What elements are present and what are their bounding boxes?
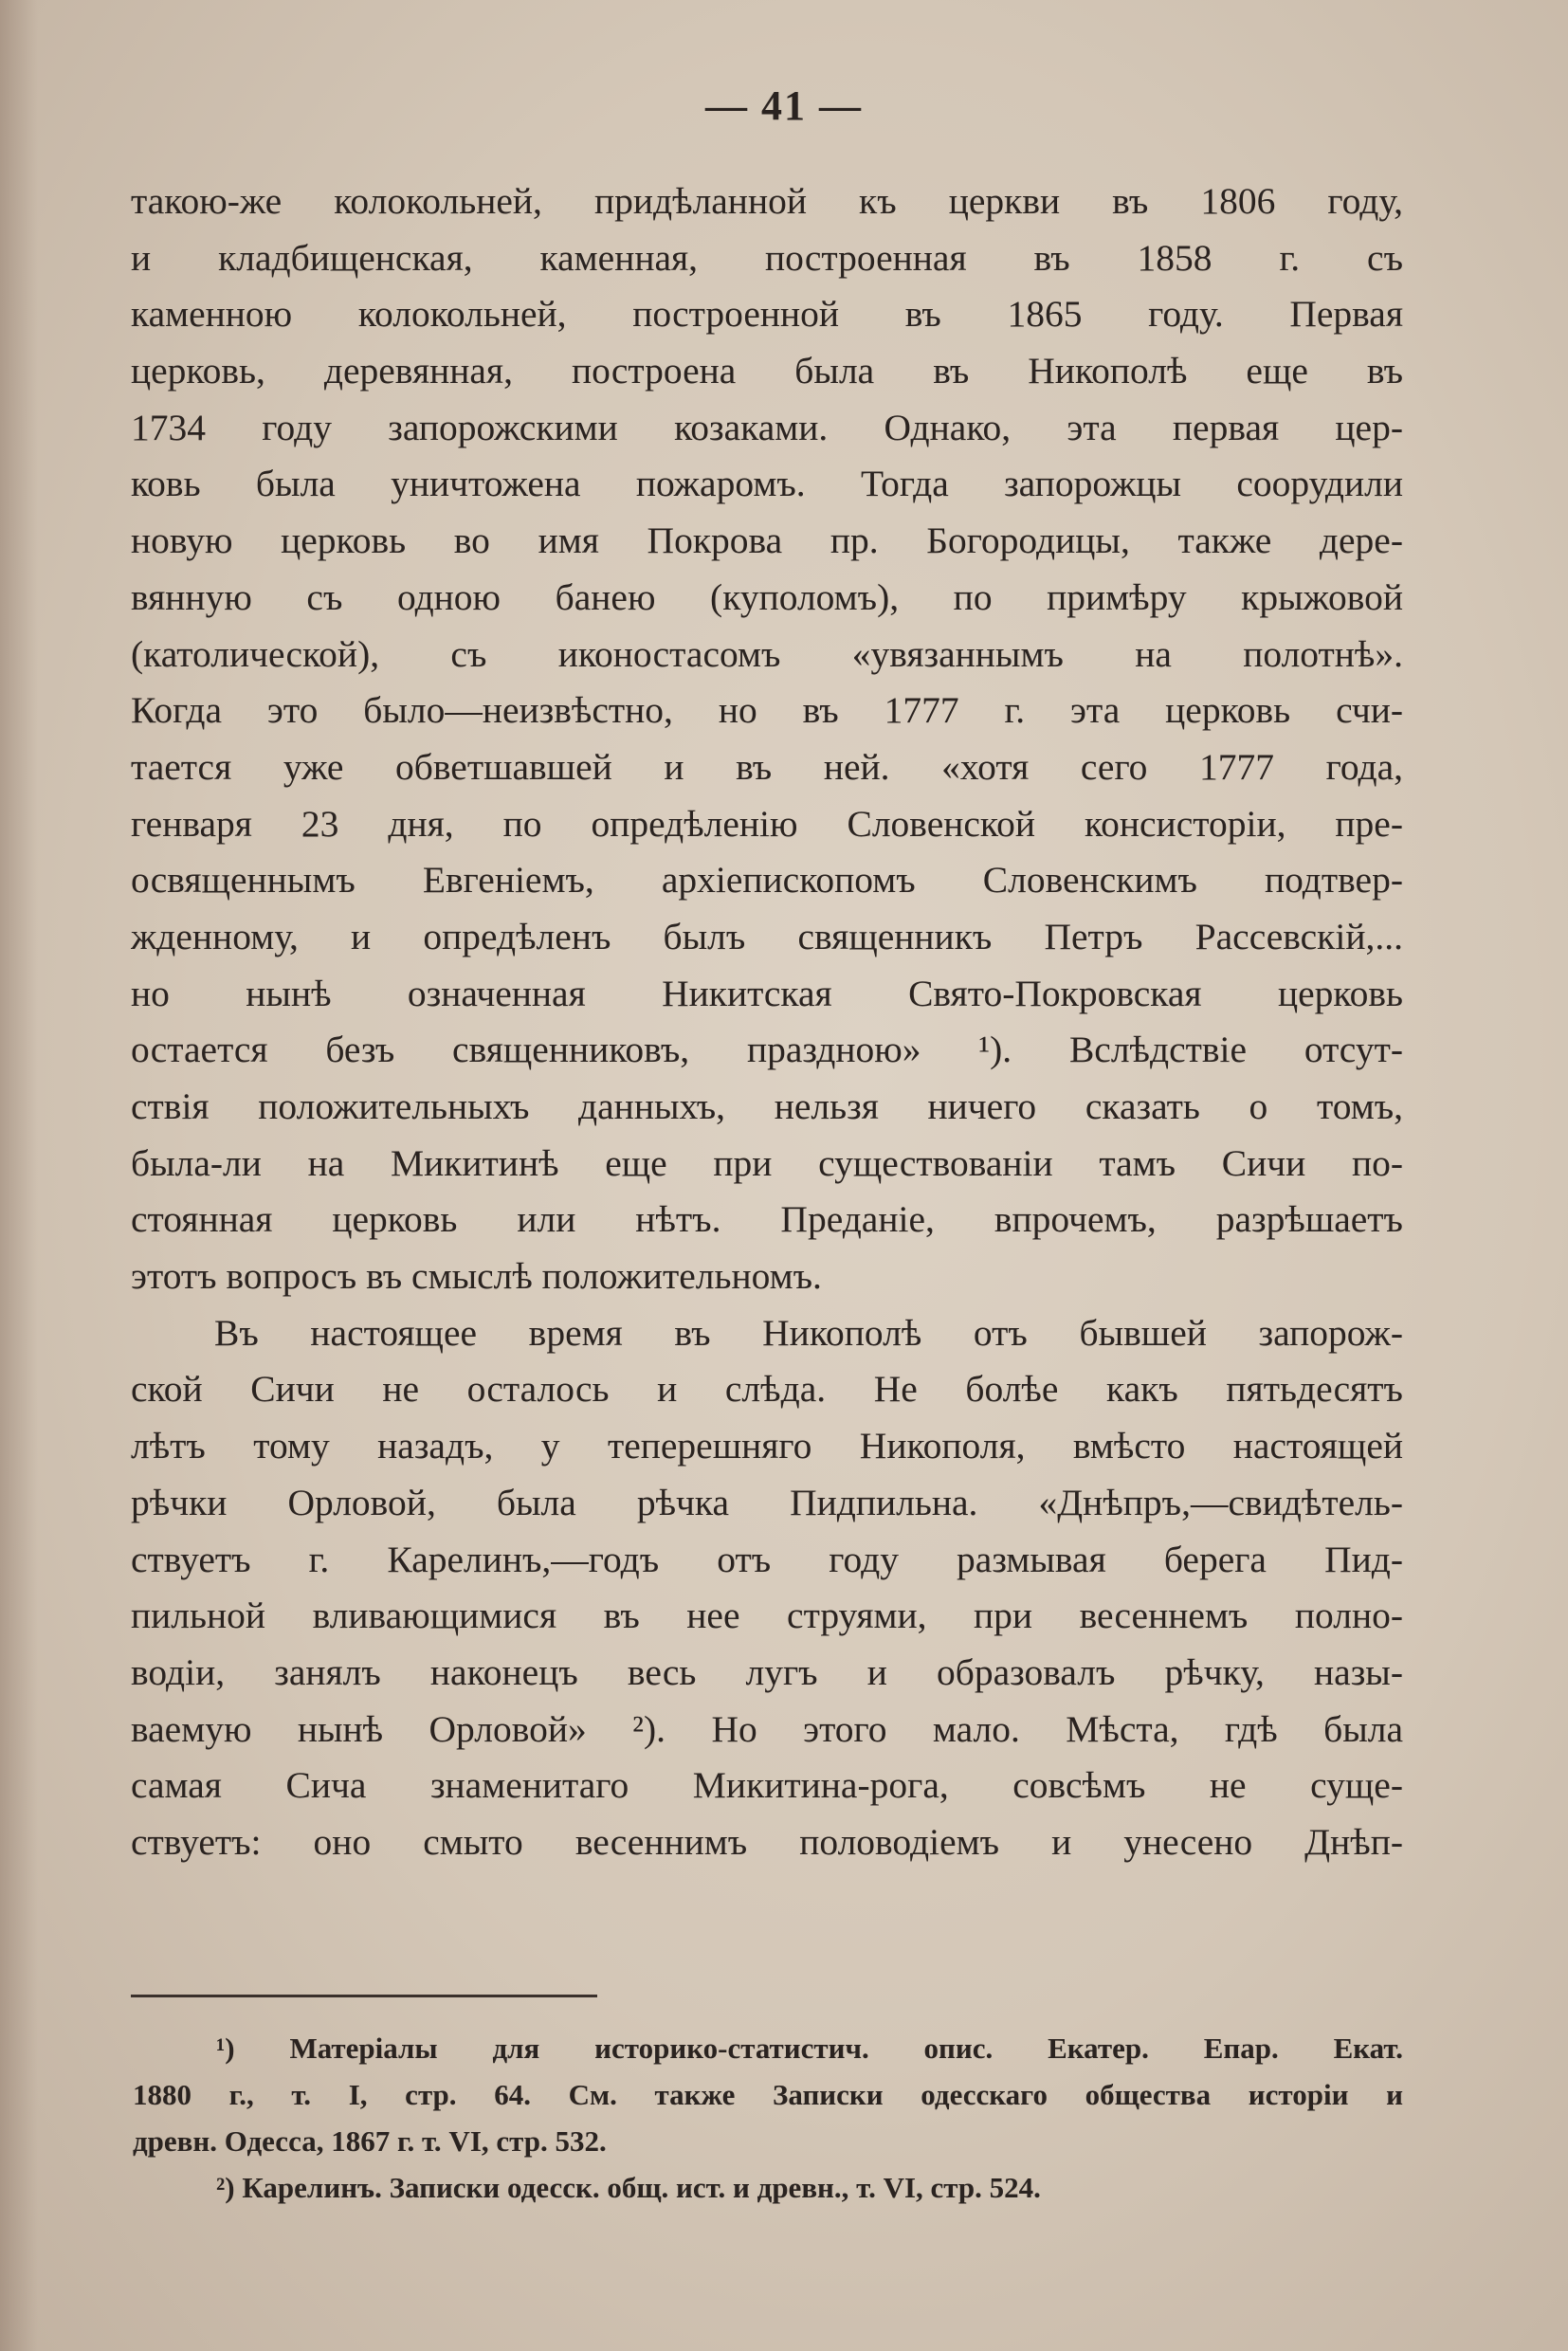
main-text (131, 173, 1403, 1871)
text-line: вянную съ одною банею (куполомъ), по примѣру крыжовой (131, 575, 1403, 618)
footnote-separator (131, 1995, 597, 1997)
text-line: стоянная церковь или нѣтъ. Преданіе, впрочемъ, разрѣшаетъ (131, 1198, 1403, 1241)
footnote-line: ¹) Матеріалы для историко-статистич. опис. Екатер. Епар. Екат. (216, 2032, 1403, 2065)
text-line: (католической), съ иконостасомъ «увязаннымъ на полотнѣ». (131, 632, 1403, 675)
text-line: новую церковь во имя Покрова пр. Богородицы, также дере- (131, 519, 1403, 562)
text-line: остается безъ священниковъ, праздною» ¹). Вслѣдствіе отсут- (131, 1029, 1403, 1071)
text-line: этотъ вопросъ въ смыслѣ положительномъ. (131, 1255, 822, 1298)
footnote-line: 1880 г., т. I, стр. 64. См. также Записки одесскаго общества исторіи и (133, 2078, 1403, 2111)
text-line: была-ли на Микитинѣ еще при существованіи тамъ Сичи по- (131, 1141, 1403, 1184)
text-line: но нынѣ означенная Никитская Свято-Покровская церковь (131, 972, 1403, 1014)
text-line: жденному, и опредѣленъ былъ священникъ Петръ Рассевскій,... (131, 915, 1403, 957)
text-line: церковь, деревянная, построена была въ Никополѣ еще въ (131, 350, 1403, 392)
text-line: тается уже обветшавшей и въ ней. «хотя сего 1777 года, (131, 745, 1403, 788)
text-line: лѣтъ тому назадъ, у теперешняго Никополя, вмѣсто настоящей (131, 1425, 1403, 1467)
text-line: водіи, занялъ наконецъ весь лугъ и образовалъ рѣчку, назы- (131, 1650, 1403, 1693)
text-line: ваемую нынѣ Орловой» ²). Но этого мало. Мѣста, гдѣ была (131, 1707, 1403, 1750)
text-line: рѣчки Орловой, была рѣчка Пидпильна. «Днѣпръ,—свидѣтель- (131, 1481, 1403, 1523)
footnote-line: древн. Одесса, 1867 г. т. VI, стр. 532. (133, 2124, 607, 2158)
text-line: ковь была уничтожена пожаромъ. Тогда запорожцы соорудили (131, 463, 1403, 505)
page-number: — 41 — (705, 82, 863, 129)
text-line: ствуетъ г. Карелинъ,—годъ отъ году размывая берега Пид- (131, 1538, 1403, 1580)
text-line: самая Сича знаменитаго Микитина-рога, совсѣмъ не суще- (131, 1764, 1403, 1807)
text-line: освященнымъ Евгеніемъ, архіепископомъ Словенскимъ подтвер- (131, 859, 1403, 902)
text-line: каменною колокольней, построенной въ 1865 году. Первая (131, 293, 1403, 336)
text-line: ствія положительныхъ данныхъ, нельзя ничего сказать о томъ, (131, 1085, 1403, 1127)
text-line: ской Сичи не осталось и слѣда. Не болѣе какъ пятьдесятъ (131, 1368, 1403, 1411)
footnotes (133, 2025, 1403, 2211)
text-line: 1734 году запорожскими козаками. Однако, эта первая цер- (131, 406, 1403, 448)
text-line: и кладбищенская, каменная, построенная въ 1858 г. съ (131, 236, 1403, 279)
text-line: такою-же колокольней, придѣланной къ церкви въ 1806 году, (131, 180, 1403, 222)
text-line: Когда это было—неизвѣстно, но въ 1777 г. эта церковь счи- (131, 689, 1403, 732)
text-line: пильной вливающимися въ нее струями, при весеннемъ полно- (131, 1595, 1403, 1637)
text-line: генваря 23 дня, по опредѣленію Словенской консисторіи, пре- (131, 802, 1403, 845)
text-line: Въ настоящее время въ Никополѣ отъ бывшей запорож- (214, 1311, 1403, 1354)
footnote-line: ²) Карелинъ. Записки одесск. общ. ист. и древн., т. VI, стр. 524. (216, 2171, 1041, 2204)
text-line: ствуетъ: оно смыто весеннимъ половодіемъ и унесено Днѣп- (131, 1820, 1403, 1863)
